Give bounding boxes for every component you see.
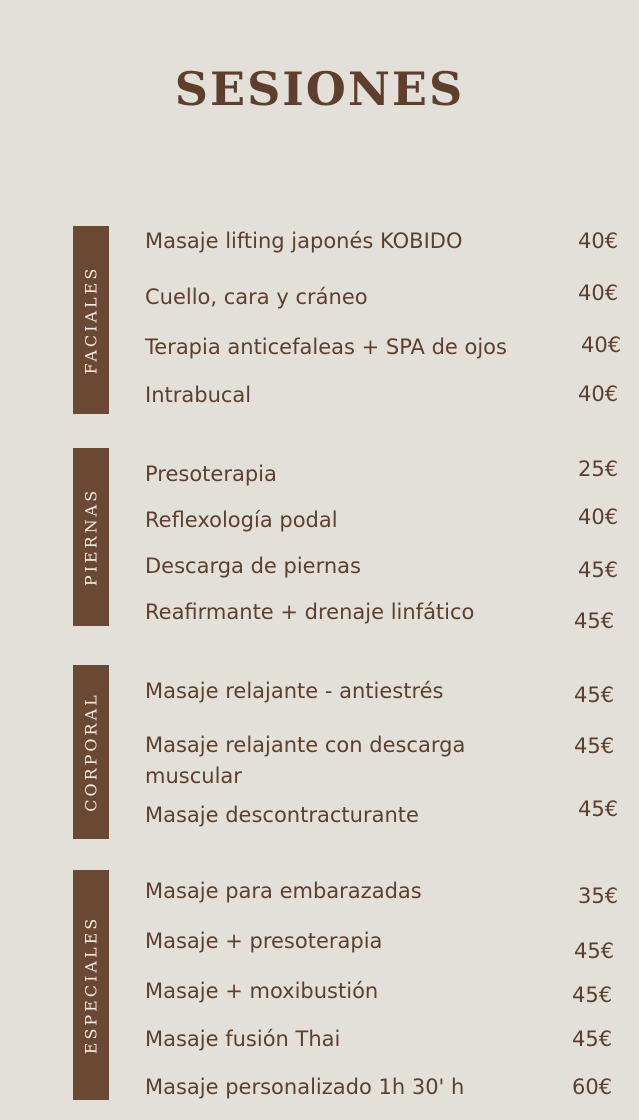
list-item-name: Masaje relajante - antiestrés: [145, 679, 444, 703]
list-item-name: Masaje para embarazadas: [145, 879, 422, 903]
list-item-price: 25€: [578, 457, 619, 481]
list-item-name: Masaje + presoterapia: [145, 929, 383, 953]
list-item-price: 40€: [578, 505, 619, 529]
list-item-name: Reflexología podal: [145, 508, 338, 532]
list-item-name: Masaje + moxibustión: [145, 979, 379, 1003]
list-item-name: Presoterapia: [145, 462, 277, 486]
list-item-price: 45€: [578, 797, 619, 821]
list-item-name: Masaje personalizado 1h 30' h: [145, 1075, 465, 1099]
list-item-price: 40€: [578, 382, 619, 406]
list-item-price: 40€: [581, 333, 622, 357]
list-item-price: 45€: [574, 734, 615, 758]
list-item-name: Cuello, cara y cráneo: [145, 285, 368, 309]
list-item-price: 45€: [574, 609, 615, 633]
list-item-price: 45€: [574, 939, 615, 963]
list-item-name: Masaje relajante con descarga muscular: [145, 733, 466, 788]
section-label-piernas: PIERNAS: [81, 487, 101, 587]
section-band-faciales: [73, 226, 109, 414]
list-item-price: 45€: [578, 558, 619, 582]
section-label-especiales: ESPECIALES: [81, 915, 101, 1055]
section-band-corporal: [73, 665, 109, 839]
list-item-price: 40€: [578, 281, 619, 305]
list-item-name: Reafirmante + drenaje linfático: [145, 600, 475, 624]
list-item-price: 60€: [572, 1075, 613, 1099]
list-item-name: Masaje lifting japonés KOBIDO: [145, 229, 463, 253]
list-item-price: 45€: [574, 683, 615, 707]
list-item-name: Intrabucal: [145, 383, 252, 407]
list-item-price: 45€: [572, 1027, 613, 1051]
section-band-especiales: [73, 870, 109, 1100]
list-item-name: Masaje fusión Thai: [145, 1027, 341, 1051]
list-item-name: Masaje descontracturante: [145, 803, 419, 827]
list-item-name: Descarga de piernas: [145, 554, 361, 578]
list-item-price: 35€: [578, 884, 619, 908]
list-item-price: 40€: [578, 229, 619, 253]
section-band-piernas: [73, 448, 109, 626]
section-label-faciales: FACIALES: [81, 265, 101, 375]
page-title: SESIONES: [174, 62, 465, 116]
section-label-corporal: CORPORAL: [81, 692, 101, 812]
list-item-name: Terapia anticefaleas + SPA de ojos: [145, 335, 507, 359]
list-item-price: 45€: [572, 983, 613, 1007]
